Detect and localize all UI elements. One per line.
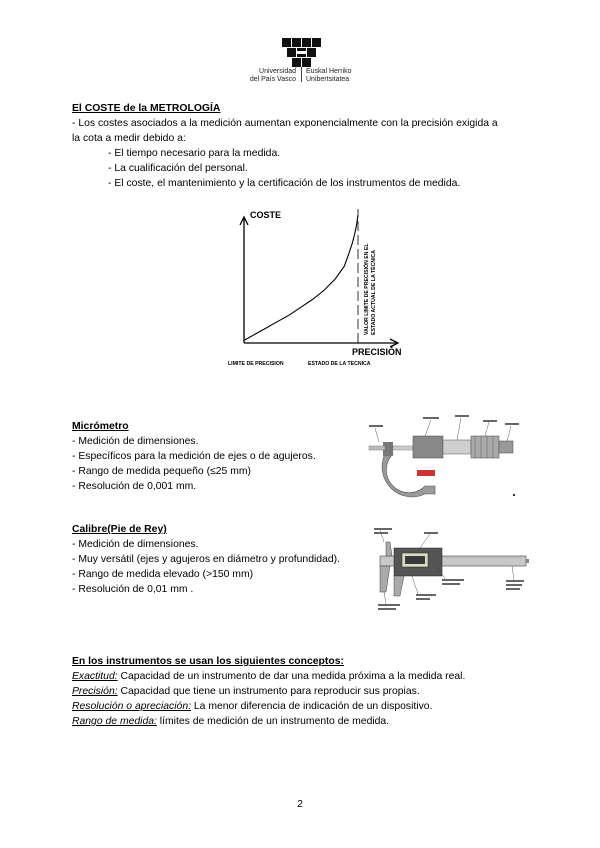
cost-precision-chart [220, 195, 410, 370]
logo-text-eu-line1: Euskal Herriko [306, 68, 352, 75]
section-title-coste: El COSTE de la METROLOGÍA [72, 103, 221, 114]
micrometro-line: - Resolución de 0,001 mm. [72, 481, 197, 492]
calibre-line: - Resolución de 0,01 mm . [72, 584, 194, 595]
concept-term: Resolución o apreciación: [72, 701, 191, 712]
concept-desc: Capacidad de un instrumento de dar una medida próxima a la medida real. [117, 671, 466, 682]
calibre-line: - Rango de medida elevado (>150 mm) [72, 569, 254, 580]
logo-text-es-line1: Universidad [259, 68, 296, 75]
x-axis-label: PRECISIÓN [352, 347, 402, 357]
page-number: 2 [297, 799, 303, 810]
logo-text-eu-line2: Unibertsitatea [306, 75, 350, 83]
section-title-micrometro: Micrómetro [72, 421, 129, 432]
logo-mark-icon [278, 36, 324, 68]
logo-text-es [244, 68, 296, 83]
calibre-line: - Medición de dimensiones. [72, 539, 199, 550]
micrometro-line: - Rango de medida pequeño (≤25 mm) [72, 466, 251, 477]
cost-curve [244, 215, 358, 340]
bullet-item: - El tiempo necesario para la medida. [108, 148, 281, 159]
concept-term: Exactitud: [72, 671, 118, 682]
logo-text-es-line2: del País Vasco [249, 75, 296, 83]
x-annotation: LIMITE DE PRECISION [228, 361, 284, 367]
logo-text-eu [306, 68, 352, 83]
vertical-label: VALOR LIMITE DE PRECISIÓN EN EL [364, 243, 370, 335]
bullet-item: - El coste, el mantenimiento y la certificación de los instrumentos de medida. [108, 178, 461, 189]
x-annotation: ESTADO DE LA TECNICA [308, 361, 371, 367]
bullet-item: - La cualificación del personal. [108, 163, 248, 174]
logo-divider [301, 67, 302, 82]
micrometro-line: - Medición de dimensiones. [72, 436, 199, 447]
micrometer-image [365, 412, 525, 502]
y-axis-label: COSTE [250, 210, 282, 220]
concept-item [72, 714, 389, 729]
concept-term: Rango de medida: [72, 716, 157, 727]
section-title-conceptos: En los instrumentos se usan los siguientes conceptos: [72, 656, 344, 667]
intro-line-2: la cota a medir debido a: [72, 133, 186, 144]
concept-desc: límites de medición de un instrumento de medida. [156, 716, 390, 727]
concept-desc: Capacidad que tiene un instrumento para reproducir sus propias. [117, 686, 420, 697]
vertical-label: ESTADO ACTUAL DE LA TÉCNICA [371, 249, 377, 335]
university-logo [278, 36, 324, 68]
caliper-image [372, 522, 532, 614]
concept-item [72, 684, 420, 699]
intro-line-1: - Los costes asociados a la medición aumentan exponencialmente con la precisión exigida a [72, 118, 498, 129]
micrometro-line: - Específicos para la medición de ejes o de agujeros. [72, 451, 316, 462]
concept-term: Precisión: [72, 686, 118, 697]
concept-item [72, 669, 465, 684]
section-title-calibre: Calibre(Pie de Rey) [72, 524, 167, 535]
concept-item [72, 699, 432, 714]
concept-desc: La menor diferencia de indicación de un dispositivo. [191, 701, 433, 712]
calibre-line: - Muy versátil (ejes y agujeros en diámetro y profundidad). [72, 554, 340, 565]
